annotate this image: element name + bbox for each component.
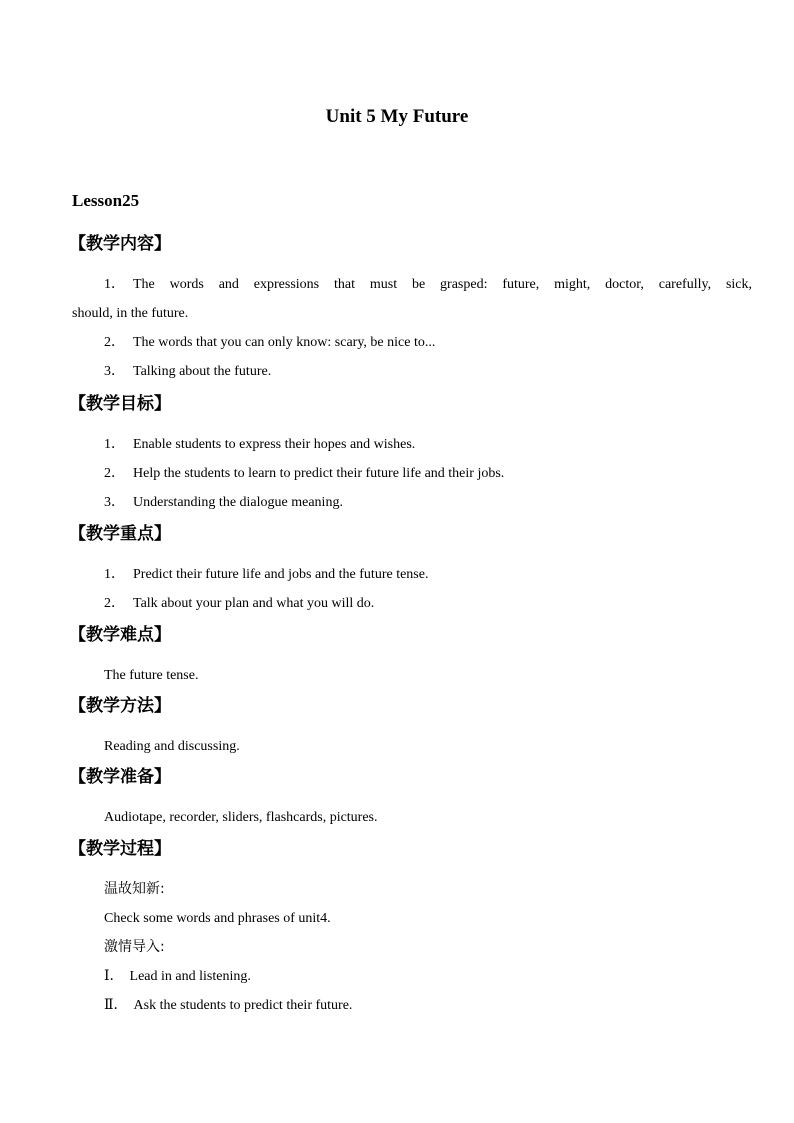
list-item: 2． The words that you can only know: scary, be nice to... <box>104 335 436 350</box>
section-heading: 【教学方法】 <box>69 696 171 716</box>
section-heading: 【教学内容】 <box>69 234 171 254</box>
list-item: 3． Talking about the future. <box>104 364 272 379</box>
list-item: Ⅱ． Ask the students to predict their future. <box>104 998 353 1013</box>
subheading-review: 温故知新: <box>104 881 165 897</box>
paragraph: Reading and discussing. <box>104 739 240 754</box>
paragraph: Check some words and phrases of unit4. <box>104 911 331 926</box>
section-goals <box>69 392 752 517</box>
list-item: Ⅰ． Lead in and listening. <box>104 969 251 984</box>
list-item-continuation: should, in the future. <box>72 306 189 321</box>
list-item: 1． Enable students to express their hopes and wishes. <box>104 437 416 452</box>
section-heading: 【教学过程】 <box>69 839 171 859</box>
lesson-title: Lesson25 <box>72 191 140 210</box>
list-item: 2． Talk about your plan and what you will do. <box>104 596 375 611</box>
section-key-points <box>69 522 752 618</box>
section-process <box>69 837 752 1020</box>
list-item: 1． The words and expressions that must be grasped: future, might, doctor, carefully, sick, <box>104 277 752 292</box>
subheading-intro: 激情导入: <box>104 939 165 955</box>
list-item: 1． Predict their future life and jobs and the future tense. <box>104 567 429 582</box>
list-item: 3． Understanding the dialogue meaning. <box>104 495 343 510</box>
paragraph: Audiotape, recorder, sliders, flashcards, pictures. <box>104 810 378 825</box>
section-preparation <box>69 765 752 832</box>
list-item: 2． Help the students to learn to predict their future life and their jobs. <box>104 466 505 481</box>
section-heading: 【教学难点】 <box>69 625 171 645</box>
section-difficulties <box>69 623 752 690</box>
page-title: Unit 5 My Future <box>325 106 469 127</box>
section-heading: 【教学目标】 <box>69 394 171 414</box>
section-heading: 【教学重点】 <box>69 524 171 544</box>
section-methods <box>69 694 752 761</box>
paragraph: The future tense. <box>104 668 199 683</box>
section-content <box>69 232 752 386</box>
section-heading: 【教学准备】 <box>69 767 171 787</box>
